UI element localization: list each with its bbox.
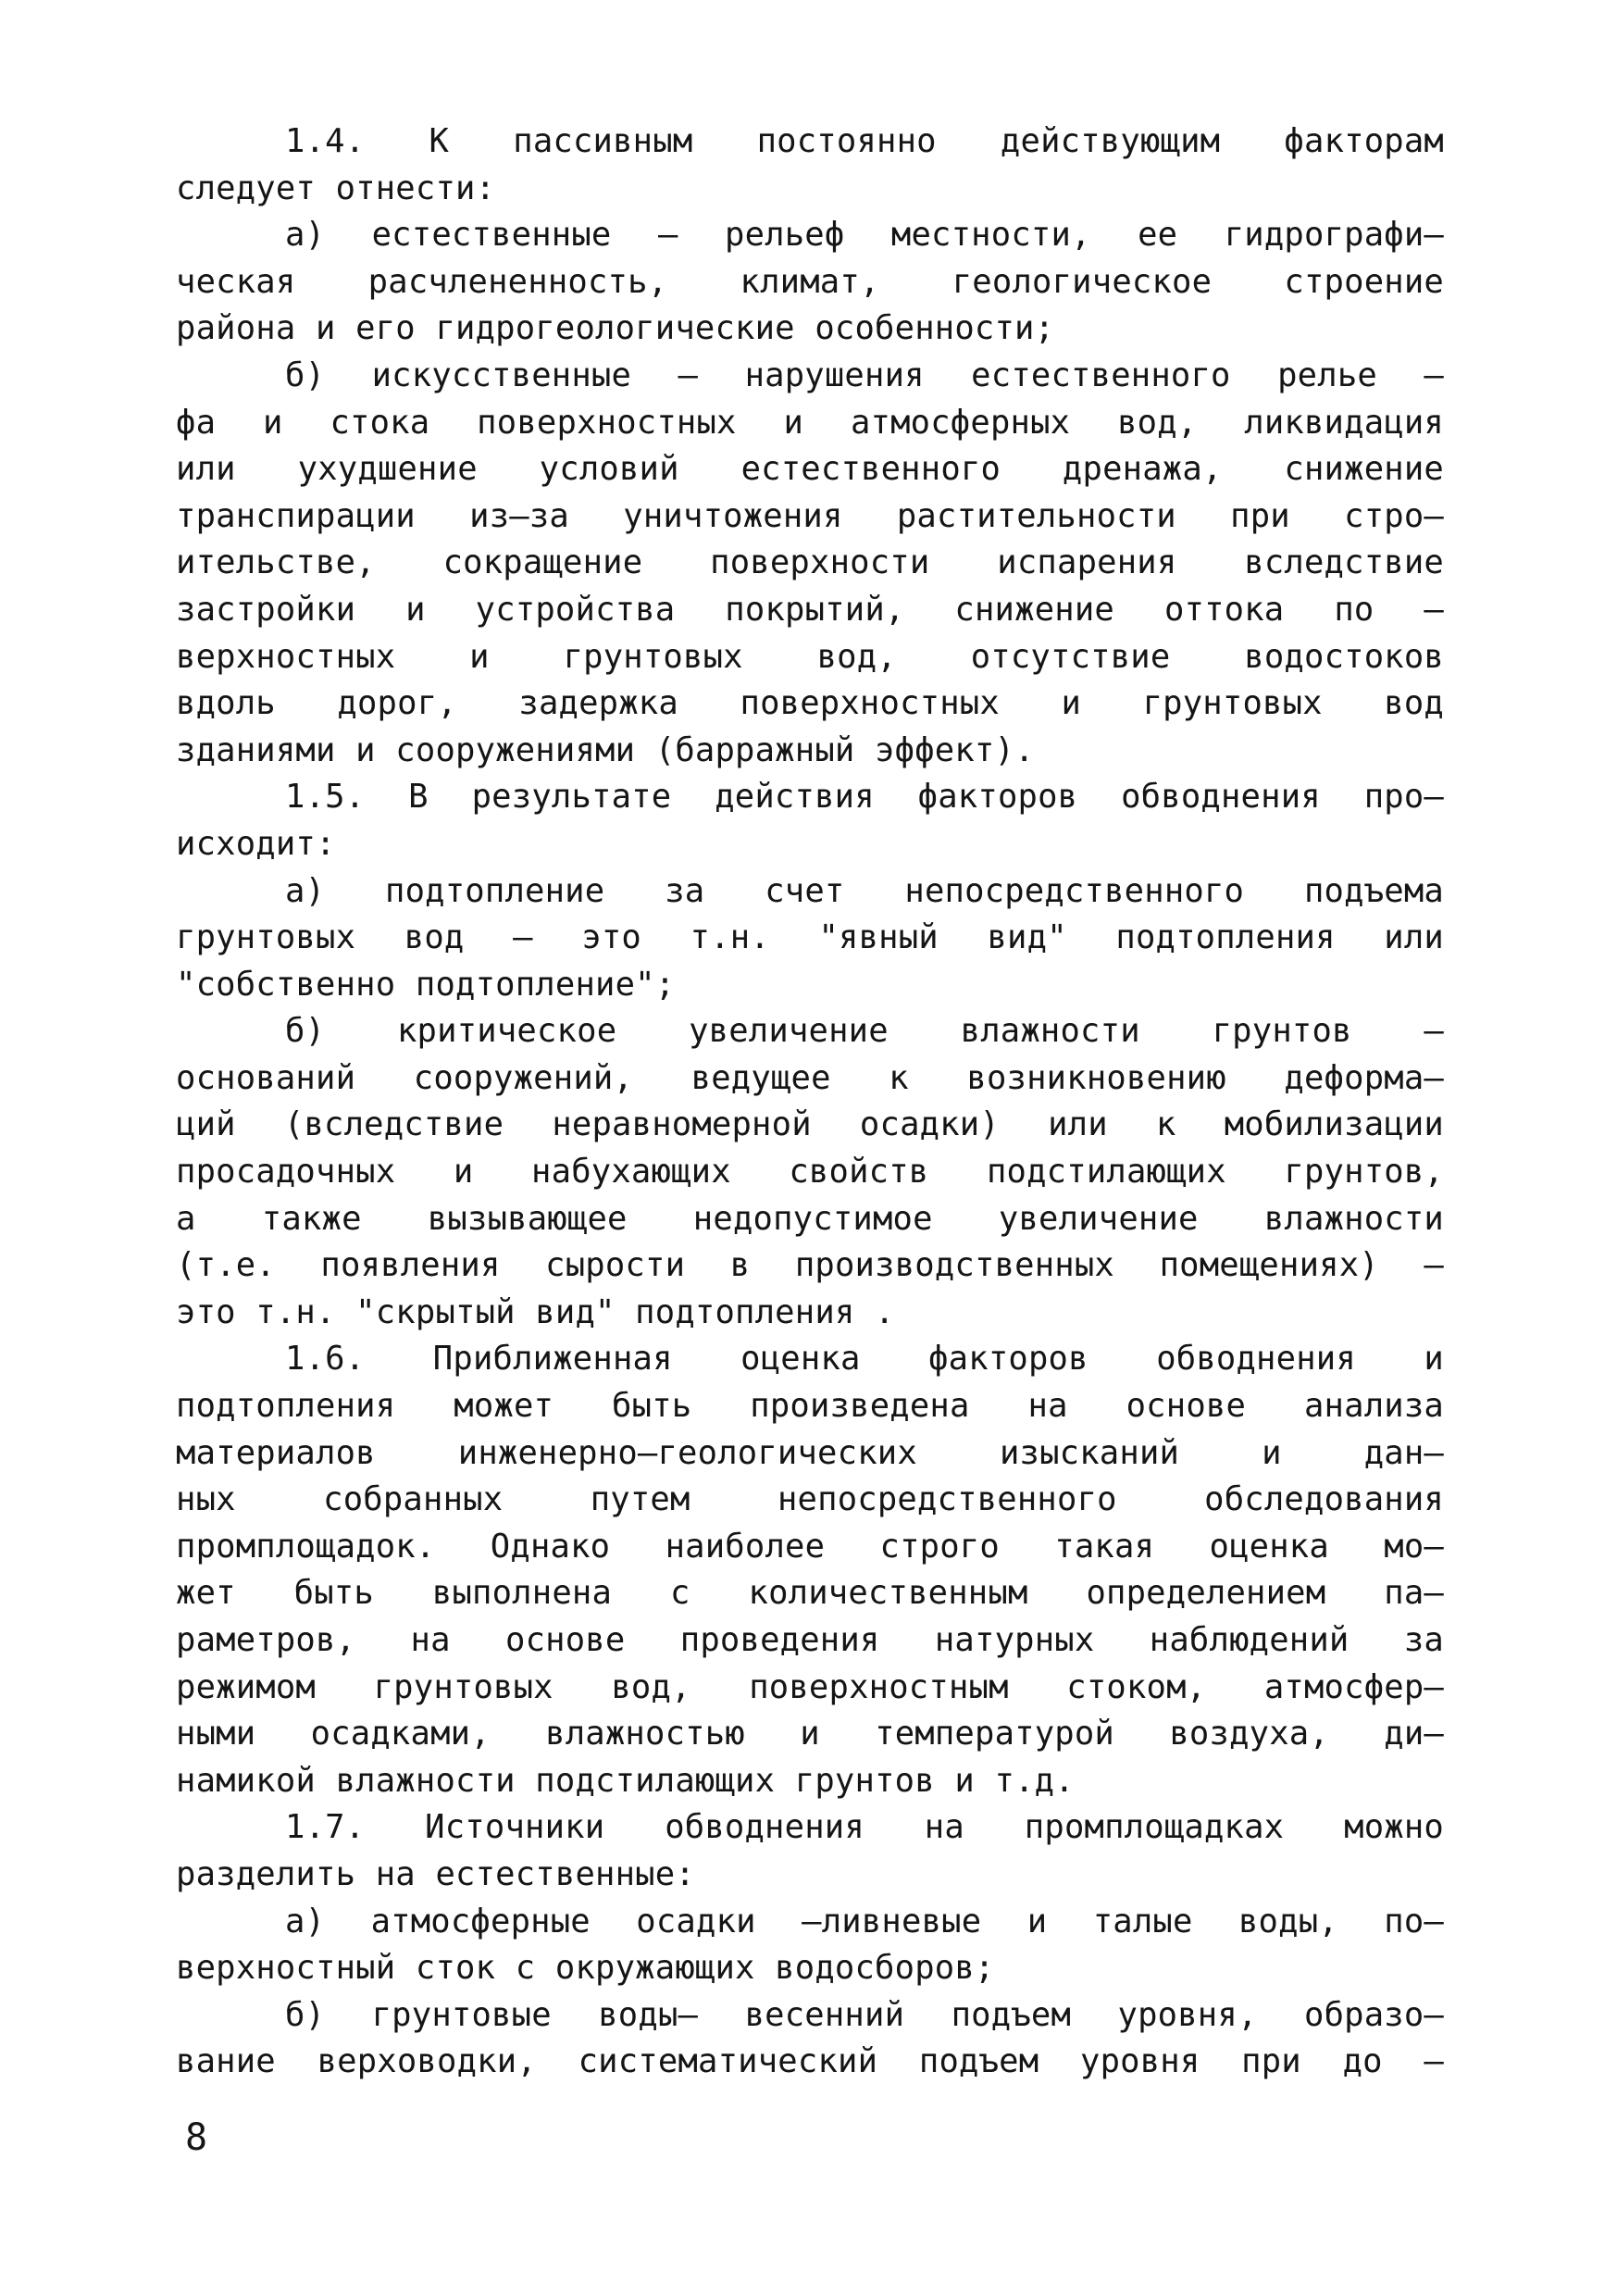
text-line: а) подтопление за счет непосредственного подъема (285, 871, 1444, 910)
text-line: верхностный сток с окружающих водосборов; (176, 1949, 995, 1988)
text-line: б) критическое увеличение влажности грунтов – (285, 1012, 1444, 1051)
body-text (176, 119, 1444, 2086)
text-line: 1.6. Приближенная оценка факторов обводнения и (285, 1340, 1444, 1379)
page-number: 8 (185, 2116, 208, 2159)
text-line: ческая расчлененность, климат, геологическое строение (176, 262, 1444, 301)
text-line: жет быть выполнена с количественным определением па– (176, 1574, 1444, 1613)
text-line: зданиями и сооружениями (барражный эффект). (176, 730, 1035, 769)
text-line: застройки и устройства покрытий, снижение оттока по – (176, 590, 1444, 629)
text-line: района и его гидрогеологические особенности; (176, 309, 1055, 348)
text-line: транспирации из–за уничтожения растительности при стро– (176, 496, 1444, 535)
text-line: раметров, на основе проведения натурных наблюдений за (176, 1621, 1444, 1659)
text-line: режимом грунтовых вод, поверхностным стоком, атмосфер– (176, 1667, 1444, 1706)
text-line: промплощадок. Однако наиболее строго такая оценка мо– (176, 1527, 1444, 1566)
text-line: подтопления может быть произведена на основе анализа (176, 1387, 1444, 1426)
text-line: оснований сооружений, ведущее к возникновению деформа– (176, 1058, 1444, 1097)
text-line: материалов инженерно–геологических изысканий и дан– (176, 1433, 1444, 1472)
text-line: ций (вследствие неравномерной осадки) или к мобилизации (176, 1105, 1444, 1144)
text-line: верхностных и грунтовых вод, отсутствие водостоков (176, 637, 1444, 676)
text-line: намикой влажности подстилающих грунтов и т.д. (176, 1761, 1075, 1800)
text-line: грунтовых вод – это т.н. "явный вид" подтопления или (176, 918, 1444, 957)
text-line: или ухудшение условий естественного дренажа, снижение (176, 450, 1444, 489)
text-line: 1.5. В результате действия факторов обводнения про– (285, 778, 1444, 817)
text-line: (т.е. появления сырости в производственных помещениях) – (176, 1246, 1444, 1285)
text-line: вдоль дорог, задержка поверхностных и грунтовых вод (176, 684, 1444, 723)
text-line: "собственно подтопление"; (176, 965, 676, 1004)
text-line: а) естественные – рельеф местности, ее гидрографи– (285, 216, 1444, 255)
text-line: это т.н. "скрытый вид" подтопления . (176, 1292, 895, 1331)
text-line: исходит: (176, 824, 336, 863)
text-line: а) атмосферные осадки –ливневые и талые воды, по– (285, 1902, 1444, 1940)
text-line: следует отнести: (176, 168, 496, 207)
text-line: б) искусственные – нарушения естественного релье – (285, 356, 1444, 394)
text-line: ными осадками, влажностью и температурой воздуха, ди– (176, 1715, 1444, 1753)
text-line: фа и стока поверхностных и атмосферных вод, ликвидация (176, 403, 1444, 442)
text-line: вание верховодки, систематический подъем уровня при до – (176, 2042, 1444, 2081)
text-line: а также вызывающее недопустимое увеличение влажности (176, 1199, 1444, 1238)
text-line: 1.7. Источники обводнения на промплощадках можно (285, 1808, 1444, 1847)
text-line: ных собранных путем непосредственного обследования (176, 1480, 1444, 1519)
text-line: просадочных и набухающих свойств подстилающих грунтов, (176, 1153, 1444, 1192)
text-line: разделить на естественные: (176, 1854, 695, 1893)
text-line: 1.4. К пассивным постоянно действующим факторам (285, 122, 1444, 160)
text-line: б) грунтовые воды– весенний подъем уровня, образо– (285, 1995, 1444, 2034)
text-line: ительстве, сокращение поверхности испарения вследствие (176, 543, 1444, 582)
